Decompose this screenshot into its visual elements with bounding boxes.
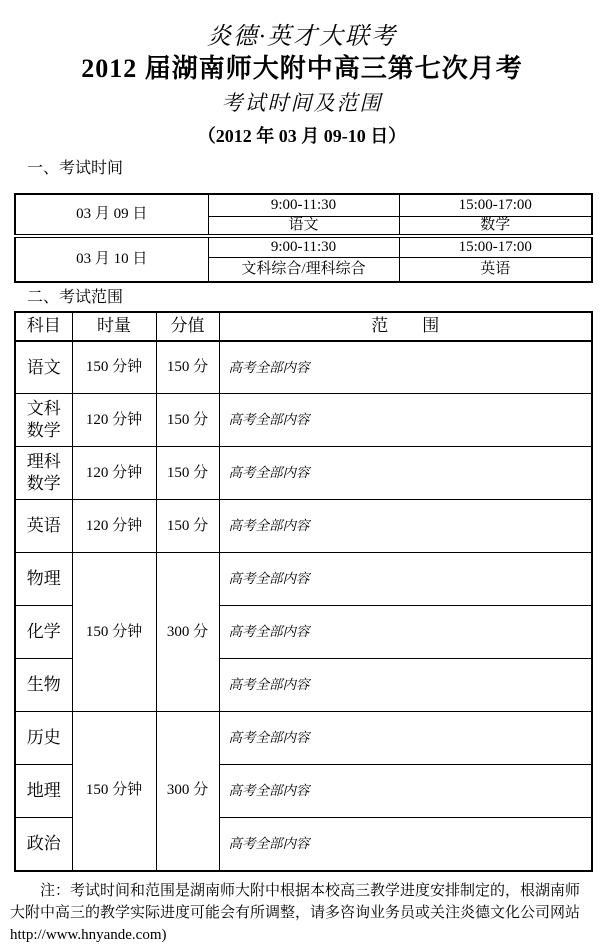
subject-cell (15, 394, 72, 447)
subtitle: 考试时间及范围 (221, 91, 383, 115)
brand-title: 炎德·英才大联考 (207, 24, 397, 50)
table-row (15, 500, 592, 553)
subject-cell (15, 765, 72, 818)
score-cell: 300 分 (156, 553, 219, 712)
session-time-cell: 9:00-11:30 (208, 194, 399, 216)
session-time-cell: 9:00-11:30 (208, 236, 399, 258)
subject-cell (15, 553, 72, 606)
table-row (15, 341, 592, 394)
exam-date-range: （2012 年 03 月 09-10 日） (197, 126, 407, 146)
subject-cell (15, 500, 72, 553)
scope-cell: 高考全部内容 (219, 606, 592, 659)
document-header (0, 0, 604, 147)
session-subject-cell: 数学 (399, 216, 592, 236)
header-duration: 时量 (72, 312, 156, 341)
table-row (15, 236, 592, 258)
subject-label: 政治 (26, 834, 61, 854)
subject-cell (15, 659, 72, 712)
note-paragraph (10, 880, 594, 946)
section-two-label: 二、考试范围 (27, 288, 124, 306)
duration-cell: 150 分钟 (72, 712, 156, 871)
subject-label: 英语 (26, 516, 61, 536)
session-subject-cell: 文科综合/理科综合 (208, 258, 399, 282)
website-url: http://www.hnyande.com) (10, 926, 167, 943)
duration-cell: 120 分钟 (72, 394, 156, 447)
subject-label: 物理 (26, 569, 61, 589)
scope-cell: 高考全部内容 (219, 659, 592, 712)
session-time-cell: 15:00-17:00 (399, 194, 592, 216)
scope-cell: 高考全部内容 (219, 500, 592, 553)
scope-cell: 高考全部内容 (219, 712, 592, 765)
date-cell: 03 月 10 日 (15, 236, 208, 282)
subject-cell (15, 818, 72, 871)
main-title: 2012 届湖南师大附中高三第七次月考 (81, 54, 523, 83)
score-cell: 150 分 (156, 447, 219, 500)
score-cell: 150 分 (156, 500, 219, 553)
duration-cell: 150 分钟 (72, 553, 156, 712)
table-header-row (15, 312, 592, 341)
duration-cell: 150 分钟 (72, 341, 156, 394)
subject-label: 历史 (26, 728, 61, 748)
header-score: 分值 (156, 312, 219, 341)
subject-cell (15, 447, 72, 500)
scope-cell: 高考全部内容 (219, 394, 592, 447)
table-row (15, 553, 592, 606)
header-subject: 科目 (15, 312, 72, 341)
section-one-label: 一、考试时间 (27, 160, 124, 177)
date-cell: 03 月 09 日 (15, 194, 208, 236)
scope-cell: 高考全部内容 (219, 765, 592, 818)
header-scope: 范 围 (219, 312, 592, 341)
session-subject-cell: 语文 (208, 216, 399, 236)
table-row (15, 447, 592, 500)
subject-label: 理科数学 (26, 452, 61, 494)
score-cell: 150 分 (156, 341, 219, 394)
score-cell: 150 分 (156, 394, 219, 447)
duration-cell: 120 分钟 (72, 500, 156, 553)
table-row (15, 712, 592, 765)
session-time-cell: 15:00-17:00 (399, 236, 592, 258)
subject-label: 语文 (26, 357, 61, 377)
subject-cell (15, 341, 72, 394)
table-row (15, 194, 592, 216)
table-row (15, 394, 592, 447)
subject-cell (15, 712, 72, 765)
subject-label: 文科数学 (26, 399, 61, 441)
scope-cell: 高考全部内容 (219, 553, 592, 606)
subject-cell (15, 606, 72, 659)
subject-label: 地理 (26, 781, 61, 801)
exam-time-table (14, 193, 593, 283)
duration-cell: 120 分钟 (72, 447, 156, 500)
subject-label: 化学 (26, 622, 61, 642)
exam-scope-table (14, 311, 593, 872)
scope-cell: 高考全部内容 (219, 447, 592, 500)
note-line: 大附中高三的教学实际进度可能会有所调整，请多咨询业务员或关注炎德文化公司网站 (10, 904, 581, 921)
scope-cell: 高考全部内容 (219, 818, 592, 871)
subject-label: 生物 (26, 675, 61, 695)
score-cell: 300 分 (156, 712, 219, 871)
note-line: 注：考试时间和范围是湖南师大附中根据本校高三教学进度安排制定的，根湖南师 (40, 882, 581, 899)
scope-cell: 高考全部内容 (219, 341, 592, 394)
session-subject-cell: 英语 (399, 258, 592, 282)
